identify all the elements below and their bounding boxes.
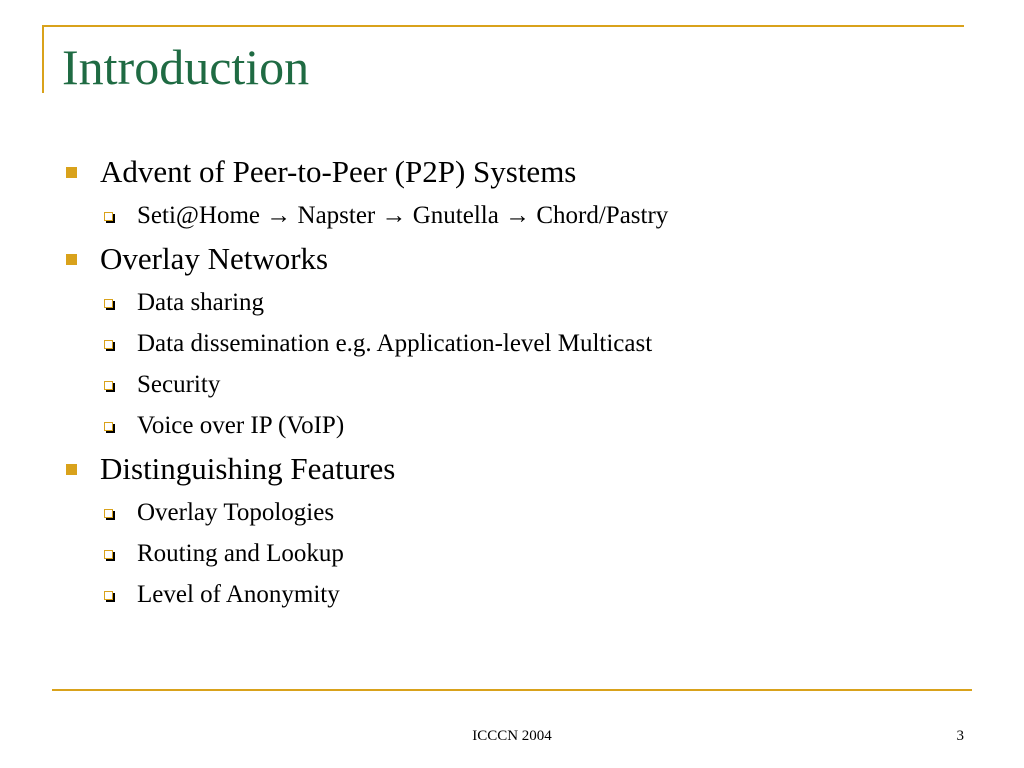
filled-square-bullet-icon bbox=[66, 167, 77, 178]
sub-bullet-text: Data sharing bbox=[137, 289, 265, 316]
sub-bullet-item bbox=[62, 201, 962, 231]
sub-bullet-item bbox=[62, 370, 962, 400]
sub-list-distinguishing-features bbox=[62, 498, 962, 610]
bullet-text: Distinguishing Features bbox=[100, 451, 396, 486]
slide-title: Introduction bbox=[62, 39, 310, 95]
sub-bullet-item bbox=[62, 498, 962, 528]
left-accent-line bbox=[42, 25, 44, 93]
sub-bullet-text: Security bbox=[137, 371, 221, 398]
bullet-overlay-networks bbox=[62, 241, 962, 277]
sub-bullet-text: Overlay Topologies bbox=[137, 499, 335, 526]
sub-bullet-text: Data dissemination e.g. Application-level Multicast bbox=[137, 330, 653, 357]
hollow-square-bullet-icon bbox=[104, 340, 113, 349]
hollow-square-bullet-icon bbox=[104, 299, 113, 308]
sub-bullet-item bbox=[62, 539, 962, 569]
sub-bullet-text: Routing and Lookup bbox=[137, 540, 344, 567]
hollow-square-bullet-icon bbox=[104, 212, 113, 221]
footer-text: ICCCN 2004 bbox=[472, 728, 552, 744]
hollow-square-bullet-icon bbox=[104, 509, 113, 518]
sub-list-overlay-networks bbox=[62, 288, 962, 441]
top-accent-line bbox=[42, 25, 964, 27]
sub-bullet-text: Level of Anonymity bbox=[137, 581, 340, 608]
hollow-square-bullet-icon bbox=[104, 550, 113, 559]
slide-body bbox=[62, 154, 962, 610]
hollow-square-bullet-icon bbox=[104, 381, 113, 390]
hollow-square-bullet-icon bbox=[104, 422, 113, 431]
filled-square-bullet-icon bbox=[66, 254, 77, 265]
page-number: 3 bbox=[956, 728, 964, 744]
bottom-accent-line bbox=[52, 689, 972, 691]
filled-square-bullet-icon bbox=[66, 464, 77, 475]
bullet-text: Advent of Peer-to-Peer (P2P) Systems bbox=[100, 154, 577, 189]
bullet-text: Overlay Networks bbox=[100, 241, 329, 276]
sub-bullet-item bbox=[62, 329, 962, 359]
hollow-square-bullet-icon bbox=[104, 591, 113, 600]
bullet-p2p-systems bbox=[62, 154, 962, 190]
sub-bullet-item bbox=[62, 288, 962, 318]
sub-bullet-text: Seti@Home → Napster → Gnutella → Chord/Pastry bbox=[137, 202, 669, 229]
sub-bullet-item bbox=[62, 411, 962, 441]
sub-bullet-text: Voice over IP (VoIP) bbox=[137, 412, 345, 439]
bullet-distinguishing-features bbox=[62, 451, 962, 487]
sub-bullet-item bbox=[62, 580, 962, 610]
sub-list-p2p-systems bbox=[62, 201, 962, 231]
